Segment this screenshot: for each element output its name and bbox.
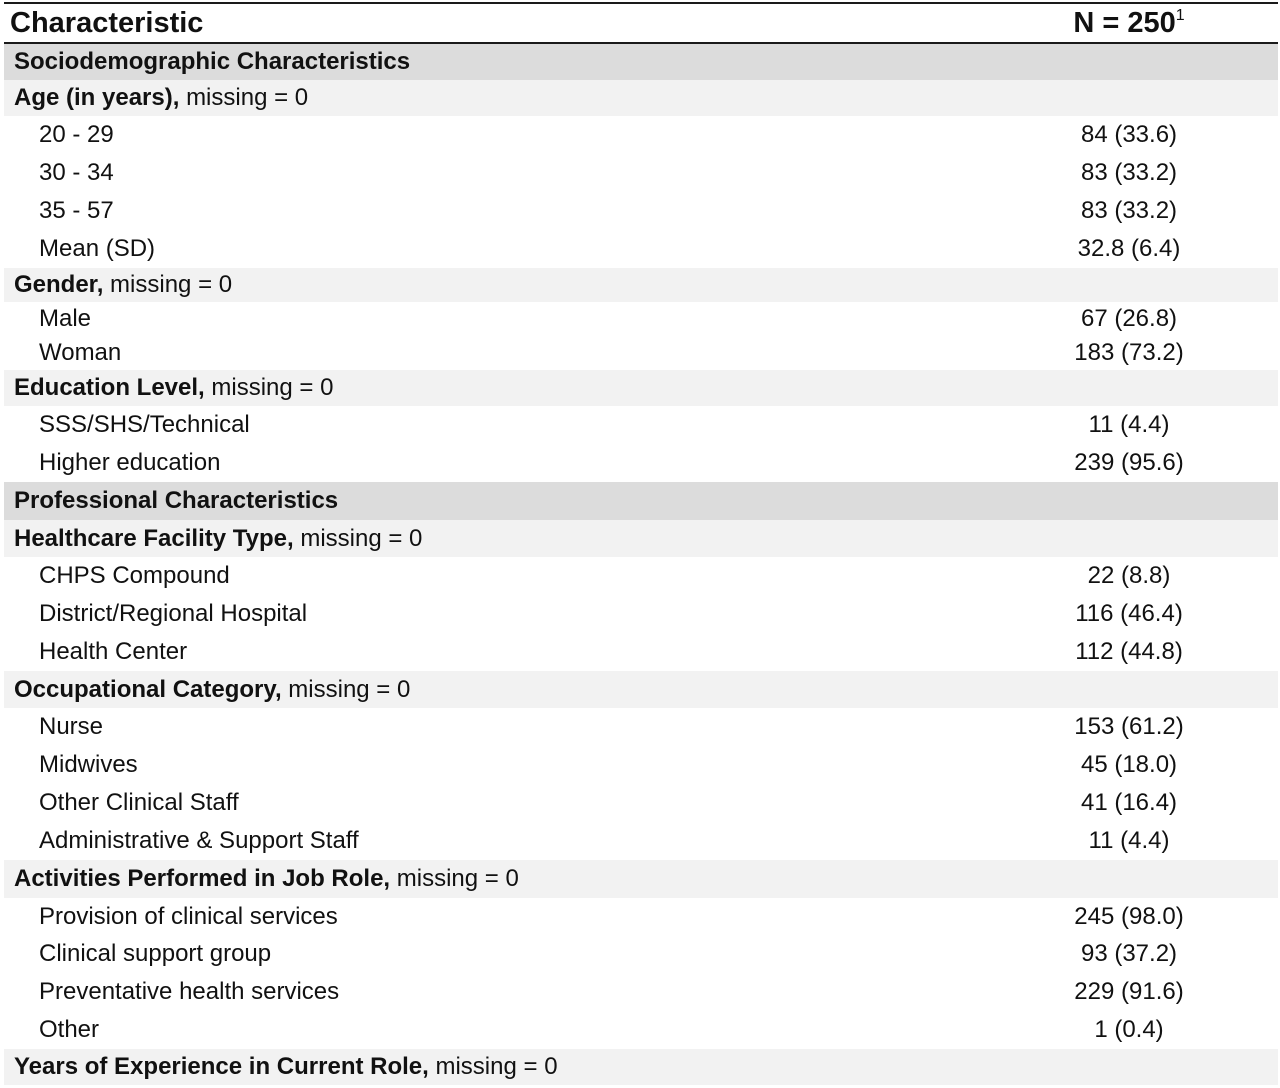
group-label bbox=[14, 676, 1278, 704]
table-row bbox=[4, 595, 1278, 633]
group-name: Gender, bbox=[14, 271, 104, 298]
group-gender bbox=[4, 268, 1278, 302]
characteristics-table bbox=[4, 0, 1278, 1085]
row-label: District/Regional Hospital bbox=[39, 600, 308, 627]
group-occupation bbox=[4, 671, 1278, 708]
characteristic-header: Characteristic bbox=[10, 6, 204, 39]
table-row bbox=[4, 633, 1278, 671]
row-value-cell bbox=[1054, 305, 1278, 333]
group-age bbox=[4, 80, 1278, 116]
group-missing: missing = 0 bbox=[288, 675, 411, 703]
row-value-cell bbox=[1054, 789, 1278, 817]
row-value-cell bbox=[1054, 638, 1278, 666]
table-row bbox=[4, 1011, 1278, 1049]
row-value-cell bbox=[1054, 600, 1278, 628]
row-value-cell bbox=[1054, 449, 1278, 477]
table-row bbox=[4, 746, 1278, 784]
row-value-cell bbox=[1054, 411, 1278, 439]
table-row bbox=[4, 444, 1278, 482]
table-row bbox=[4, 557, 1278, 595]
table-row bbox=[4, 336, 1278, 370]
row-value: 32.8 (6.4) bbox=[1077, 235, 1181, 262]
row-label: Health Center bbox=[39, 638, 188, 665]
table-row bbox=[4, 230, 1278, 268]
row-value: 83 (33.2) bbox=[1080, 197, 1178, 224]
row-value-cell bbox=[1054, 903, 1278, 931]
group-missing: missing = 0 bbox=[186, 84, 309, 111]
group-missing: missing = 0 bbox=[211, 374, 334, 401]
group-missing: missing = 0 bbox=[396, 865, 519, 892]
row-value: 41 (16.4) bbox=[1080, 789, 1178, 816]
row-value: 239 (95.6) bbox=[1074, 449, 1184, 476]
table-row bbox=[4, 116, 1278, 154]
group-name: Occupational Category, bbox=[14, 675, 282, 703]
row-value: 83 (33.2) bbox=[1080, 159, 1178, 186]
group-label bbox=[14, 865, 1278, 893]
row-label: Higher education bbox=[39, 449, 221, 476]
row-value-cell bbox=[1054, 121, 1278, 149]
row-label: Clinical support group bbox=[39, 940, 272, 967]
row-label: Mean (SD) bbox=[39, 235, 156, 262]
group-missing: missing = 0 bbox=[435, 1053, 558, 1080]
group-name: Activities Performed in Job Role, bbox=[14, 865, 391, 892]
group-name: Age (in years), bbox=[14, 84, 180, 111]
row-label: SSS/SHS/Technical bbox=[39, 411, 250, 438]
row-value-cell bbox=[1054, 978, 1278, 1006]
row-value-cell bbox=[1054, 751, 1278, 779]
row-value: 11 (4.4) bbox=[1088, 411, 1170, 438]
row-value: 112 (44.8) bbox=[1075, 638, 1183, 665]
row-value: 67 (26.8) bbox=[1080, 305, 1178, 332]
row-label: 30 - 34 bbox=[39, 159, 114, 186]
group-missing: missing = 0 bbox=[110, 271, 233, 298]
n-footnote: 1 bbox=[1175, 6, 1185, 24]
row-value-cell bbox=[1054, 827, 1278, 855]
table-row bbox=[4, 935, 1278, 973]
row-value: 153 (61.2) bbox=[1074, 713, 1184, 740]
table-row bbox=[4, 898, 1278, 935]
group-activities bbox=[4, 860, 1278, 898]
row-label: 20 - 29 bbox=[39, 121, 114, 148]
row-label: Preventative health services bbox=[39, 978, 340, 1005]
row-label: Nurse bbox=[39, 713, 104, 740]
group-name: Education Level, bbox=[14, 374, 205, 401]
group-label bbox=[14, 1053, 1278, 1081]
row-label: Male bbox=[39, 305, 92, 332]
row-value: 229 (91.6) bbox=[1074, 978, 1184, 1005]
row-value: 245 (98.0) bbox=[1074, 902, 1184, 930]
row-value: 93 (37.2) bbox=[1080, 940, 1178, 967]
row-label: Woman bbox=[39, 339, 122, 366]
row-label: Other Clinical Staff bbox=[39, 789, 239, 816]
row-value: 45 (18.0) bbox=[1080, 751, 1178, 778]
group-missing: missing = 0 bbox=[300, 524, 423, 552]
row-value: 22 (8.8) bbox=[1087, 562, 1171, 589]
row-label: Administrative & Support Staff bbox=[39, 827, 359, 854]
table-row bbox=[4, 406, 1278, 444]
row-value-cell bbox=[1054, 713, 1278, 741]
group-experience bbox=[4, 1049, 1278, 1085]
row-value: 183 (73.2) bbox=[1074, 339, 1184, 366]
row-value: 84 (33.6) bbox=[1080, 121, 1178, 148]
row-value-cell bbox=[1054, 562, 1278, 590]
row-value-cell bbox=[1054, 197, 1278, 225]
group-education bbox=[4, 370, 1278, 406]
table-row bbox=[4, 822, 1278, 860]
table-row bbox=[4, 192, 1278, 230]
row-value: 11 (4.4) bbox=[1088, 827, 1170, 854]
section-title: Professional Characteristics bbox=[14, 487, 339, 514]
row-value-cell bbox=[1054, 339, 1278, 367]
row-value-cell bbox=[1054, 235, 1278, 263]
table-row bbox=[4, 708, 1278, 746]
row-value-cell bbox=[1054, 940, 1278, 968]
row-label: CHPS Compound bbox=[39, 562, 230, 589]
row-value-cell bbox=[1054, 159, 1278, 187]
group-label bbox=[14, 84, 1278, 112]
row-label: 35 - 57 bbox=[39, 197, 114, 224]
row-label: Other bbox=[39, 1016, 100, 1043]
section-professional bbox=[4, 482, 1278, 520]
n-header bbox=[1054, 7, 1278, 40]
group-label bbox=[14, 374, 1278, 402]
group-label bbox=[14, 271, 1278, 299]
n-header-text: N = 250 bbox=[1073, 6, 1176, 39]
table-header bbox=[4, 4, 1278, 44]
row-label: Midwives bbox=[39, 751, 138, 778]
row-label: Provision of clinical services bbox=[39, 902, 338, 930]
table-row bbox=[4, 302, 1278, 336]
table-row bbox=[4, 784, 1278, 822]
table-row bbox=[4, 154, 1278, 192]
table-row bbox=[4, 973, 1278, 1011]
group-name: Healthcare Facility Type, bbox=[14, 524, 294, 552]
row-value: 1 (0.4) bbox=[1094, 1016, 1164, 1043]
row-value-cell bbox=[1054, 1016, 1278, 1044]
section-title: Sociodemographic Characteristics bbox=[14, 48, 411, 75]
group-facility bbox=[4, 520, 1278, 557]
group-name: Years of Experience in Current Role, bbox=[14, 1053, 429, 1080]
group-label bbox=[14, 525, 1278, 553]
section-sociodemographic bbox=[4, 44, 1278, 80]
row-value: 116 (46.4) bbox=[1075, 600, 1183, 627]
